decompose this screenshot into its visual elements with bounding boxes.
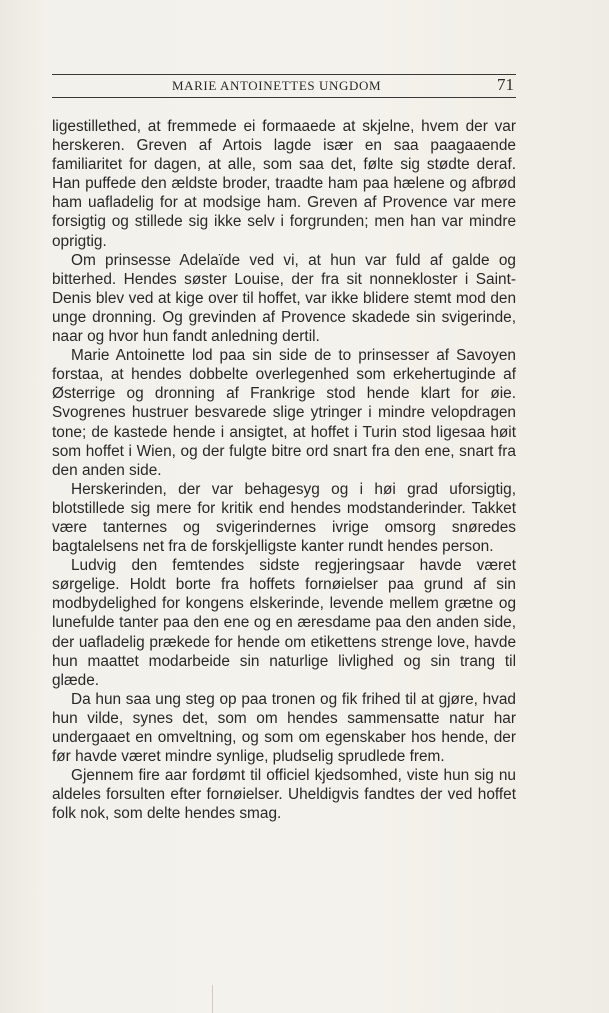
page-edge-mark (212, 985, 213, 1013)
paragraph: Marie Antoinette lod paa sin side de to prinsesser af Savoyen forstaa, at hendes dobbelte overlegenhed som erkehertuginde af Østerrige og dronning af Frankrige stod hende klart for øie. Svogrenes hustruer besvarede slige ytringer i mindre velopdragen tone; de kastede hende i ansigtet, at hoffet i Turin stod ligesaa høit som hoffet i Wien, og der fulgte bitre ord snart fra den ene, snart fra den anden side. (52, 347, 516, 479)
paragraph: Da hun saa ung steg op paa tronen og fik frihed til at gjøre, hvad hun vilde, synes det, som om hendes sammensatte natur har undergaaet en omveltning, og som om egenskaber hos hende, der før havde været mindre synlige, pludselig sprudlede frem. (52, 690, 516, 766)
paragraph: Om prinsesse Adelaïde ved vi, at hun var fuld af galde og bitterhed. Hendes søster Louise, der fra sit nonnekloster i Saint-Denis blev ved at kige over til hoffet, var ikke blidere stemt mod den unge dronning. Og grevinden af Provence skadede sin svigerinde, naar og hvor hun fandt anledning dertil. (52, 251, 516, 346)
running-header (52, 74, 516, 98)
paragraph: Ludvig den femtendes sidste regjeringsaar havde været sørgelige. Holdt borte fra hoffets fornøielser paa grund af sin modbydelighed for kongens elskerinde, levende mellem grætne og lunefulde tanter paa den ene og en æresdame paa den anden side, der uafladelig prækede for hende om etikettens strenge love, havde hun maattet modarbeide sin naturlige livlighed og sin trang til glæde. (52, 557, 516, 689)
body-text (52, 117, 516, 823)
paragraph: ligestillethed, at fremmede ei formaaede at skjelne, hvem der var herskeren. Greven af Artois lagde især en saa paagaaende familiaritet for dagen, at alle, som saa det, følte sig stødte deraf. Han puffede den ældste broder, traadte ham paa hælene og afbrød ham uafladelig for at modsige ham. Greven af Provence var mere forsigtig og stillede sig ikke selv i forgrunden; men han var mindre oprigtig. (52, 118, 516, 250)
paragraph: Herskerinden, der var behagesyg og i høi grad uforsigtig, blotstillede sig mere for kritik end hendes modstanderinder. Takket være tanternes og svigerindernes ivrige omsorg snøredes bagtalelsens net fra de forskjelligste kanter rundt hendes person. (52, 480, 516, 556)
paragraph: Gjennem fire aar fordømt til officiel kjedsomhed, viste hun sig nu aldeles forsulten efter fornøielser. Uheldigvis fandtes der ved hoffet folk nok, som delte hendes smag. (52, 767, 516, 823)
running-title: MARIE ANTOINETTES UNGDOM (172, 78, 382, 93)
page-number: 71 (497, 75, 514, 94)
